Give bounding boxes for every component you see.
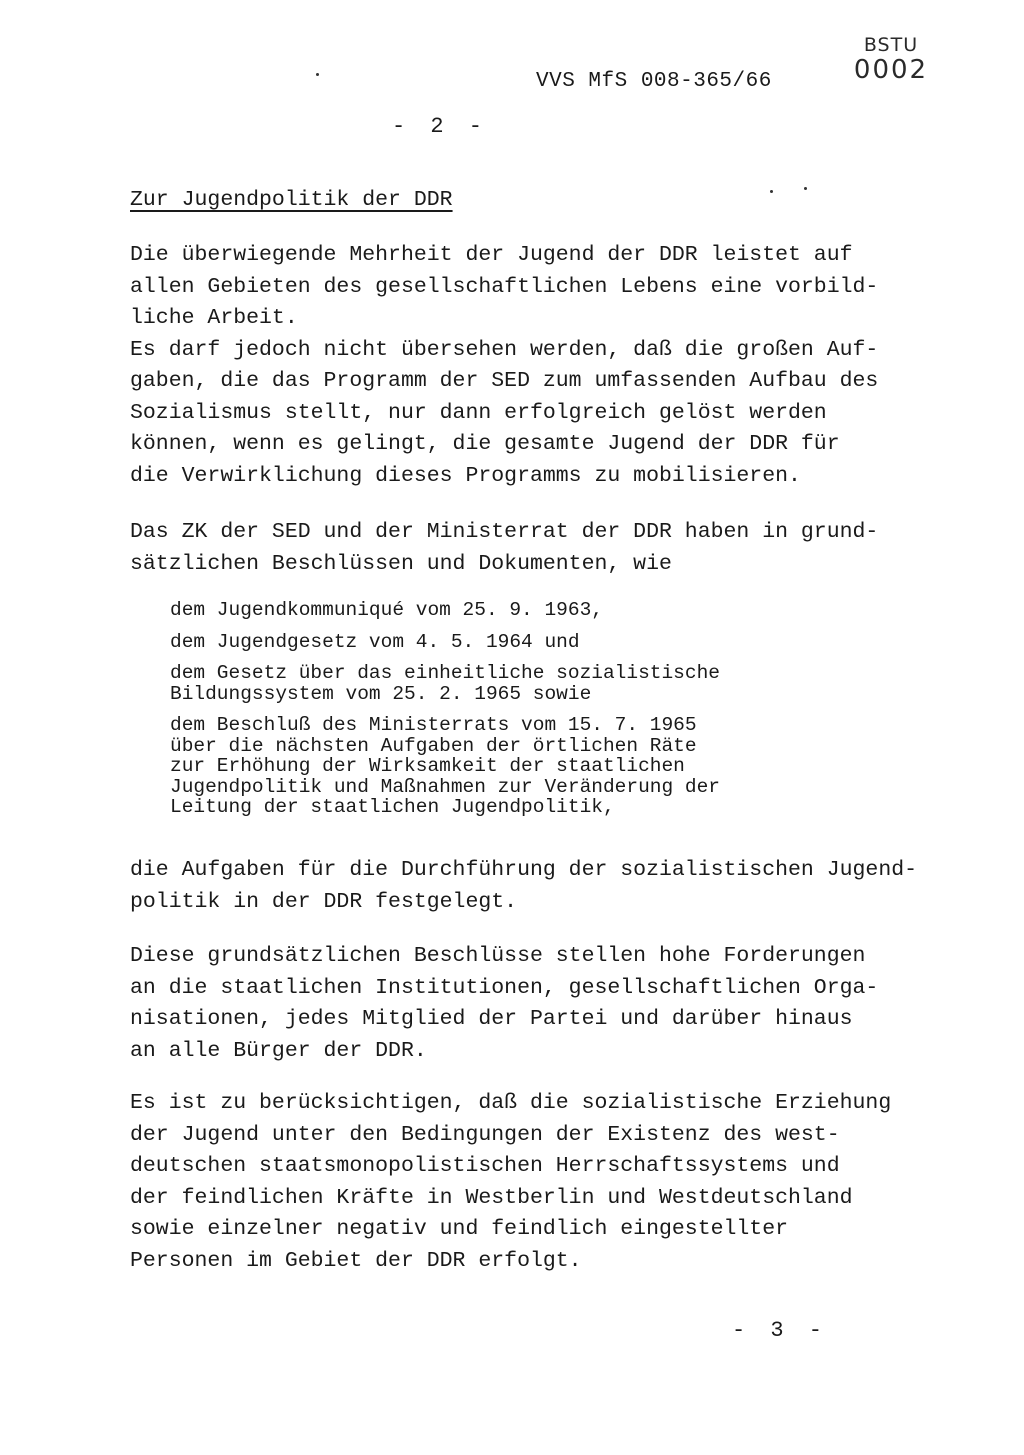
paragraph-2: Das ZK der SED und der Ministerrat der DDR haben in grund- sätzlichen Beschlüssen und Dokumenten, wie: [130, 520, 879, 576]
document-list: [170, 600, 890, 829]
document-reference: VVS MfS 008-365/66: [536, 70, 772, 93]
paragraph-5: Es ist zu berücksichtigen, daß die sozialistische Erziehung der Jugend unter den Bedingungen der Existenz des west- deutschen staatsmonopolistischen Herrschaftssystems und der feindlichen Kräfte in Westberlin und Westdeutschland sowie einzelner negativ und feindlich eingestellter Personen im Gebiet der DDR erfolgt.: [130, 1091, 892, 1273]
stamp-label: BSTU: [863, 34, 919, 56]
paragraph-4: Diese grundsätzlichen Beschlüsse stellen hohe Forderungen an die staatlichen Institutionen, gesellschaftlichen Orga- nisationen, jedes Mitglied der Partei und darüber hinaus an alle Bürger der DDR.: [130, 944, 879, 1063]
scan-speck: [804, 187, 807, 190]
list-item: dem Beschluß des Ministerrats vom 15. 7. 1965 über die nächsten Aufgaben der örtlichen Räte zur Erhöhung der Wirksamkeit der staatlichen Jugendpolitik und Maßnahmen zur Veränderung der Leitung der staatlichen Jugendpolitik,: [170, 714, 720, 818]
section-heading: Zur Jugendpolitik der DDR: [130, 188, 453, 212]
list-item: dem Jugendgesetz vom 4. 5. 1964 und: [170, 630, 580, 653]
page-number: - 2 -: [392, 114, 489, 139]
paragraph-3: die Aufgaben für die Durchführung der sozialistischen Jugend- politik in der DDR festgelegt.: [130, 858, 918, 914]
list-item: dem Gesetz über das einheitliche sozialistische Bildungssystem vom 25. 2. 1965 sowie: [170, 662, 720, 705]
list-item: dem Jugendkommuniqué vom 25. 9. 1963,: [170, 599, 603, 621]
archive-stamp: [846, 36, 936, 83]
paragraph-1: Die überwiegende Mehrheit der Jugend der DDR leistet auf allen Gebieten des gesellschaftlichen Lebens eine vorbild- liche Arbeit. Es darf jedoch nicht übersehen werden, daß die großen Auf- gaben, die das Programm der SED zum umfassenden Aufbau des Sozialismus stellt, nur dann erfolgreich gelöst werden können, wenn es gelingt, die gesamte Jugend der DDR für die Verwirklichung dieses Programms zu mobilisieren.: [130, 243, 879, 488]
next-page-marker: - 3 -: [732, 1318, 829, 1343]
scan-speck: [770, 190, 773, 193]
scan-speck: [316, 73, 319, 76]
stamp-number: 0002: [853, 55, 929, 85]
